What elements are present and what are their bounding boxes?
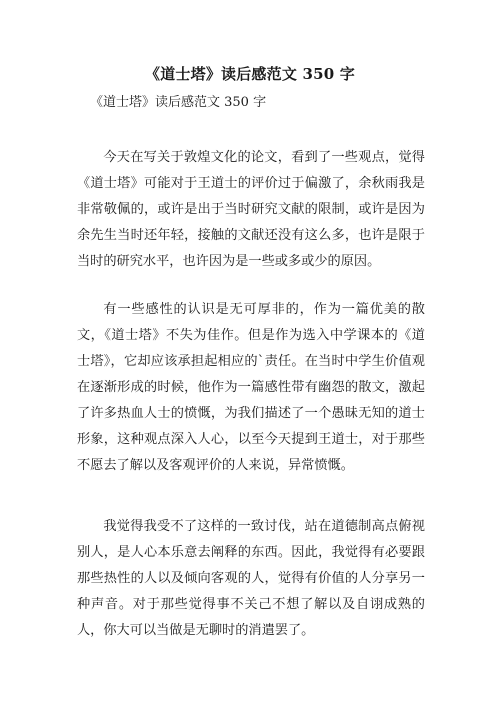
paragraph-2: 有一些感性的认识是无可厚非的，作为一篇优美的散文，《道士塔》不失为佳作。但是作为选入中学课本的《道士塔》，它却应该承担起相应的`责任。在当时中学生价值观在逐渐形成的时候，他作为一篇感性带有幽怨的散文，激起了许多热血人士的愤慨，为我们描述了一个愚昧无知的道士形象，这种观点深入人心，以至今天提到王道士，对于那些不愿去了解以及客观评价的人来说，异常愤慨。 — [77, 302, 425, 473]
document-subtitle: 《道士塔》读后感范文 350 字 — [90, 95, 267, 110]
paragraph-3: 我觉得我受不了这样的一致讨伐，站在道德制高点俯视别人，是人心本乐意去阐释的东西。因此，我觉得有必要跟那些热性的人以及倾向客观的人，觉得有价值的人分享另一种声音。对于那些觉得事不关己不想了解以及自诩成熟的人，你大可以当做是无聊时的消遣罢了。 — [77, 519, 425, 638]
paragraph-1: 今天在写关于敦煌文化的论文，看到了一些观点，觉得《道士塔》可能对于王道士的评价过于偏激了，余秋雨我是非常敬佩的，或许是出于当时研究文献的限制，或许是因为余先生当时还年轻，接触的文献还没有这么多，也许是限于当时的研究水平，也许因为是一些或多或少的原因。 — [77, 150, 425, 269]
document-title: 《道士塔》读后感范文 350 字 — [145, 65, 355, 83]
